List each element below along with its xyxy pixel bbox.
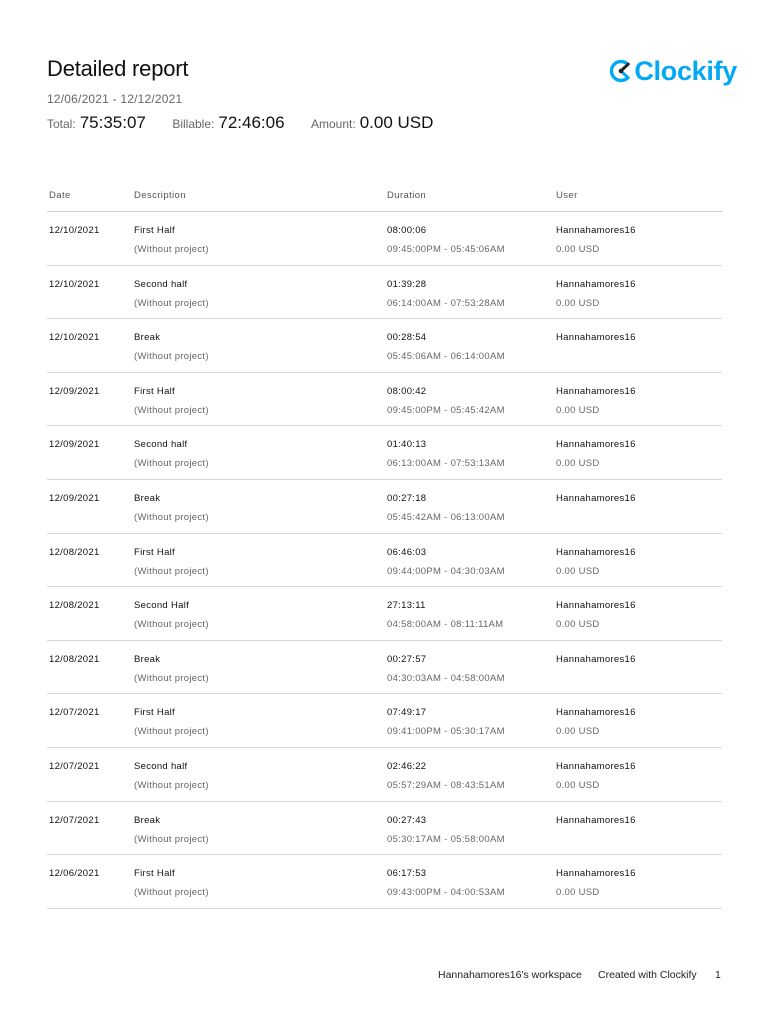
entry-user: Hannahamores16 (556, 332, 636, 344)
entry-description: Second half (134, 760, 188, 772)
entry-amount: 0.00 USD (556, 458, 600, 470)
table-row (47, 212, 722, 266)
entry-description: Break (134, 492, 161, 504)
entry-project: (Without project) (134, 404, 209, 416)
entry-user: Hannahamores16 (556, 653, 636, 665)
entry-description: Break (134, 653, 161, 665)
header-duration: Duration (387, 190, 427, 201)
clockify-logo-icon (609, 59, 633, 83)
entry-description: Break (134, 332, 161, 344)
time-entries-table (47, 187, 722, 909)
entry-time-range: 05:45:06AM - 06:14:00AM (387, 351, 505, 363)
entry-description: Second half (134, 439, 188, 451)
amount-label: Amount: (311, 117, 356, 131)
entry-description: Second half (134, 278, 188, 290)
entry-time-range: 09:44:00PM - 04:30:03AM (387, 565, 505, 577)
entry-amount: 0.00 USD (556, 565, 600, 577)
entry-duration: 27:13:11 (387, 600, 426, 612)
entry-duration: 08:00:42 (387, 385, 427, 397)
entry-time-range: 05:57:29AM - 08:43:51AM (387, 779, 505, 791)
entry-time-range: 06:13:00AM - 07:53:13AM (387, 458, 505, 470)
entry-date: 12/07/2021 (49, 814, 100, 826)
entry-project: (Without project) (134, 833, 209, 845)
entry-duration: 00:28:54 (387, 332, 427, 344)
entry-user: Hannahamores16 (556, 814, 636, 826)
table-row (47, 694, 722, 748)
entry-user: Hannahamores16 (556, 600, 636, 612)
entry-date: 12/08/2021 (49, 600, 100, 612)
entry-duration: 00:27:57 (387, 653, 427, 665)
entry-amount: 0.00 USD (556, 297, 600, 309)
entry-date: 12/08/2021 (49, 546, 100, 558)
entry-project: (Without project) (134, 244, 209, 255)
table-row (47, 266, 722, 320)
entry-date: 12/10/2021 (49, 332, 100, 344)
entry-project: (Without project) (134, 297, 209, 309)
entry-project: (Without project) (134, 779, 209, 791)
footer-created-with: Created with Clockify (598, 969, 697, 981)
entry-description: Second Half (134, 600, 190, 612)
total-label: Total: (47, 117, 76, 131)
entry-user: Hannahamores16 (556, 225, 636, 236)
amount-value: 0.00 USD (359, 113, 434, 132)
entry-duration: 08:00:06 (387, 225, 427, 236)
entry-date: 12/07/2021 (49, 760, 100, 772)
entry-amount: 0.00 USD (556, 619, 600, 631)
entry-project: (Without project) (134, 887, 209, 899)
report-totals (47, 113, 455, 133)
entry-description: First Half (134, 707, 175, 719)
entry-date: 12/09/2021 (49, 492, 100, 504)
entry-user: Hannahamores16 (556, 278, 636, 290)
entry-project: (Without project) (134, 619, 209, 631)
report-title: Detailed report (47, 56, 189, 81)
entry-date: 12/09/2021 (49, 385, 100, 397)
entry-project: (Without project) (134, 458, 209, 470)
header-user: User (556, 190, 578, 201)
entry-date: 12/07/2021 (49, 707, 100, 719)
entry-duration: 00:27:43 (387, 814, 427, 826)
entry-time-range: 04:58:00AM - 08:11:11AM (387, 619, 504, 631)
entry-time-range: 05:45:42AM - 06:13:00AM (387, 511, 505, 523)
table-row (47, 748, 722, 802)
entry-user: Hannahamores16 (556, 385, 636, 397)
table-body (47, 212, 722, 909)
entry-description: First Half (134, 225, 175, 236)
report-header (47, 56, 742, 146)
header-description: Description (134, 190, 186, 201)
entry-amount: 0.00 USD (556, 244, 600, 255)
footer-workspace: Hannahamores16's workspace (438, 969, 582, 981)
entry-description: First Half (134, 546, 175, 558)
entry-amount: 0.00 USD (556, 726, 600, 738)
entry-time-range: 09:45:00PM - 05:45:06AM (387, 244, 505, 255)
table-row (47, 319, 722, 373)
table-row (47, 426, 722, 480)
entry-user: Hannahamores16 (556, 546, 636, 558)
table-row (47, 641, 722, 695)
entry-duration: 06:46:03 (387, 546, 427, 558)
entry-date: 12/08/2021 (49, 653, 100, 665)
table-header (47, 187, 722, 212)
entry-user: Hannahamores16 (556, 760, 636, 772)
entry-project: (Without project) (134, 351, 209, 363)
entry-time-range: 09:41:00PM - 05:30:17AM (387, 726, 505, 738)
entry-description: First Half (134, 868, 175, 880)
footer-page-number: 1 (715, 969, 721, 981)
entry-time-range: 04:30:03AM - 04:58:00AM (387, 672, 505, 684)
entry-project: (Without project) (134, 726, 209, 738)
billable-label: Billable: (172, 117, 215, 131)
entry-project: (Without project) (134, 565, 209, 577)
entry-duration: 00:27:18 (387, 492, 427, 504)
report-date-range: 12/06/2021 - 12/12/2021 (47, 92, 183, 106)
table-row (47, 373, 722, 427)
entry-project: (Without project) (134, 511, 209, 523)
table-row (47, 587, 722, 641)
entry-description: First Half (134, 385, 175, 397)
entry-time-range: 09:45:00PM - 05:45:42AM (387, 404, 505, 416)
entry-user: Hannahamores16 (556, 707, 636, 719)
entry-user: Hannahamores16 (556, 868, 636, 880)
entry-duration: 06:17:53 (387, 868, 427, 880)
entry-duration: 07:49:17 (387, 707, 427, 719)
entry-date: 12/06/2021 (49, 868, 100, 880)
entry-duration: 02:46:22 (387, 760, 427, 772)
entry-amount: 0.00 USD (556, 779, 600, 791)
entry-time-range: 09:43:00PM - 04:00:53AM (387, 887, 505, 899)
entry-user: Hannahamores16 (556, 439, 636, 451)
entry-project: (Without project) (134, 672, 209, 684)
entry-date: 12/09/2021 (49, 439, 100, 451)
entry-duration: 01:40:13 (387, 439, 427, 451)
clockify-logo-text: Clockify (634, 55, 737, 86)
entry-duration: 01:39:28 (387, 278, 427, 290)
entry-time-range: 06:14:00AM - 07:53:28AM (387, 297, 505, 309)
entry-date: 12/10/2021 (49, 278, 100, 290)
header-date: Date (49, 190, 71, 201)
total-value: 75:35:07 (79, 113, 146, 132)
table-row (47, 534, 722, 588)
entry-amount: 0.00 USD (556, 404, 600, 416)
table-row (47, 802, 722, 856)
billable-value: 72:46:06 (218, 113, 285, 132)
table-row (47, 480, 722, 534)
entry-amount: 0.00 USD (556, 887, 600, 899)
entry-user: Hannahamores16 (556, 492, 636, 504)
entry-time-range: 05:30:17AM - 05:58:00AM (387, 833, 505, 845)
clockify-logo (609, 56, 737, 86)
entry-date: 12/10/2021 (49, 225, 100, 236)
entry-description: Break (134, 814, 161, 826)
table-row (47, 855, 722, 909)
